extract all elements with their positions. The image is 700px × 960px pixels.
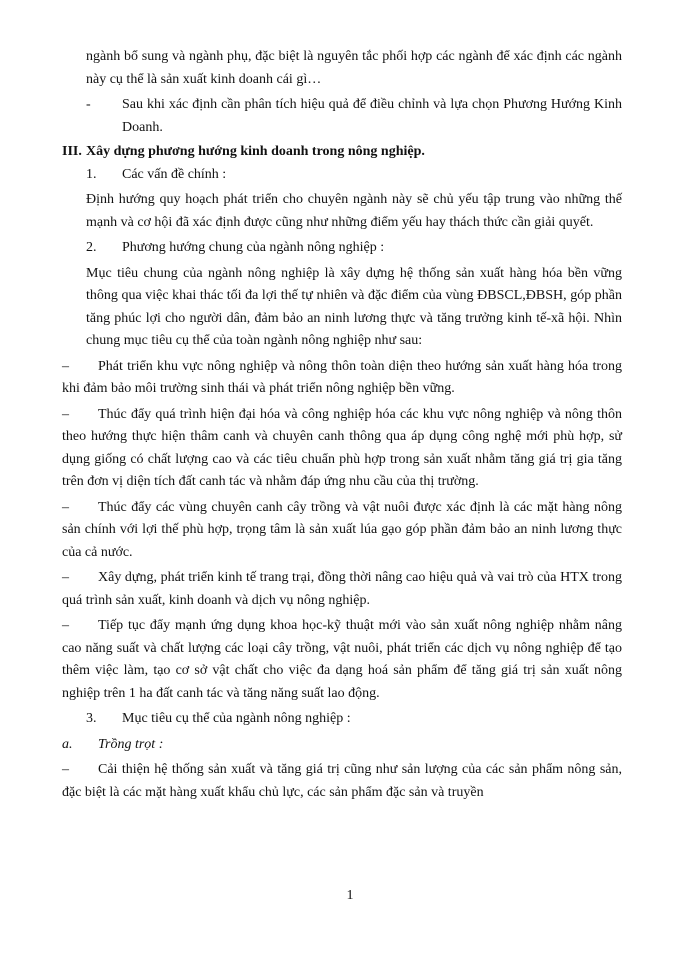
list-item-dash bbox=[62, 497, 622, 565]
subsection-heading bbox=[62, 734, 622, 757]
page-number: 1 bbox=[346, 888, 354, 903]
numbered-item bbox=[62, 164, 622, 187]
item-title: Phương hướng chung của ngành nông nghiệp : bbox=[122, 240, 385, 255]
paragraph-continuation: ngành bổ sung và ngành phụ, đặc biệt là nguyên tắc phối hợp các ngành để xác định các ngành này cụ thể là sản xuất kinh doanh cái gì… bbox=[86, 49, 622, 87]
list-item-dash bbox=[62, 615, 622, 705]
paragraph: Định hướng quy hoạch phát triển cho chuyên ngành này sẽ chủ yếu tập trung vào những thế mạnh và cơ hội đã xác định được cũng như những điểm yếu hay thách thức cần giải quyết. bbox=[86, 192, 622, 230]
list-item-text: Thúc đẩy các vùng chuyên canh cây trồng và vật nuôi được xác định là các mặt hàng nông sản chính với lợi thế phù hợp, trọng tâm là sản xuất lúa gạo góp phần đảm bảo an ninh lương thực của cả nước. bbox=[62, 499, 622, 560]
dash-bullet: – bbox=[62, 499, 69, 515]
list-item-text: Xây dựng, phát triển kinh tế trang trại, đồng thời nâng cao hiệu quả và vai trò của HTX trong quá trình sản xuất, kinh doanh và dịch vụ nông nghiệp. bbox=[62, 570, 622, 608]
item-title: Mục tiêu cụ thể của ngành nông nghiệp : bbox=[122, 711, 351, 726]
item-number: 2. bbox=[86, 240, 97, 255]
list-item-text: Tiếp tục đẩy mạnh ứng dụng khoa học-kỹ thuật mới vào sản xuất nông nghiệp nhằm nâng cao năng suất và chất lượng các loại cây trồng, vật nuôi, phát triển các dịch vụ nông nghiệp để tạo thêm việc làm, tạo cơ sở vật chất cho việc đa dạng hoá sản phẩm để tăng giá trị sản xuất nông nghiệp trên 1 ha đất canh tác và tăng năng suất lao động. bbox=[62, 618, 622, 701]
dash-bullet: – bbox=[62, 762, 69, 777]
page-body bbox=[62, 46, 622, 804]
list-item-dash bbox=[62, 94, 622, 139]
dash-bullet: – bbox=[62, 406, 69, 422]
dash-bullet: - bbox=[86, 97, 91, 112]
numbered-item bbox=[62, 708, 622, 731]
item-number: 3. bbox=[86, 711, 97, 726]
dash-bullet: – bbox=[62, 358, 69, 374]
dash-bullet: – bbox=[62, 618, 69, 633]
subsection-title: Trồng trọt : bbox=[98, 736, 164, 752]
section-heading bbox=[62, 141, 622, 164]
list-item-text: Thúc đẩy quá trình hiện đại hóa và công nghiệp hóa các khu vực nông nghiệp và nông thôn theo hướng thực hiện thâm canh và chuyên canh thông qua áp dụng công nghệ mới phù hợp, sử dụng giống có chất lượng cao và các tiêu chuẩn phù hợp trong sản xuất nhằm tăng giá trị gia tăng trên đơn vị diện tích đất canh tác và nhằm đáp ứng nhu cầu của thị trường. bbox=[62, 406, 622, 489]
dash-bullet: – bbox=[62, 570, 69, 585]
item-title: Các vấn đề chính : bbox=[122, 166, 227, 182]
list-item-dash bbox=[62, 759, 622, 804]
section-title: Xây dựng phương hướng kinh doanh trong nông nghiệp. bbox=[86, 144, 425, 159]
list-item-text: Cải thiện hệ thống sản xuất và tăng giá trị cũng như sản lượng của các sản phẩm nông sản, đặc biệt là các mặt hàng xuất khẩu chủ lực, các sản phẩm đặc sản và truyền bbox=[62, 762, 622, 800]
list-item-dash bbox=[62, 404, 622, 494]
paragraph: Mục tiêu chung của ngành nông nghiệp là xây dựng hệ thống sản xuất hàng hóa bền vững thông qua việc khai thác tối đa lợi thế tự nhiên và đặc điểm của vùng ĐBSCL,ĐBSH, góp phần tăng phúc lợi cho người dân, đảm bảo an ninh lương thực và tăng trưởng kinh tế-xã hội. Nhìn chung mục tiêu cụ thể của toàn ngành nông nghiệp như sau: bbox=[86, 265, 622, 348]
section-number: III. bbox=[62, 144, 82, 159]
item-number: 1. bbox=[86, 166, 97, 182]
list-item-dash bbox=[62, 567, 622, 612]
list-item-dash bbox=[62, 356, 622, 401]
subsection-letter: a. bbox=[62, 736, 73, 752]
list-item-text: Sau khi xác định cần phân tích hiệu quả để điều chỉnh và lựa chọn Phương Hướng Kinh Doanh. bbox=[122, 97, 622, 135]
list-item-text: Phát triển khu vực nông nghiệp và nông thôn toàn diện theo hướng sản xuất hàng hóa trong khi đảm bảo môi trường sinh thái và phát triển nông nghiệp bền vững. bbox=[62, 358, 622, 396]
numbered-item bbox=[62, 237, 622, 260]
